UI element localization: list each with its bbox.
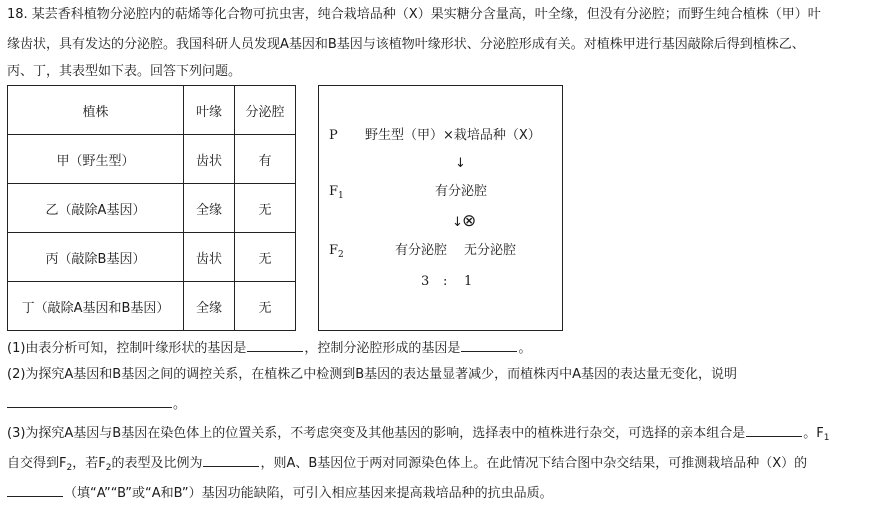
header-leaf-margin: 叶缘	[184, 86, 235, 135]
question-2: (2)为探究A基因和B基因之间的调控关系，在植株乙中检测到B基因的表达量显著减少，而植株丙中A基因的表达量无变化，说明	[7, 367, 738, 382]
table-row	[8, 135, 296, 184]
f2-phenotype-with-cavity: 有分泌腔	[395, 243, 448, 258]
question-3-line-2: 自交得到$F_2$，若$F_2$的表型及比例为 ，则A、B基因位于两对同源染色体上。在此情况下结合图中杂交结果，可推测栽培品种（X）的	[7, 456, 808, 473]
p-label: P	[329, 128, 338, 143]
answer-blank[interactable]	[746, 424, 802, 437]
cell-cavity: 无	[235, 184, 296, 233]
table-row	[8, 282, 296, 331]
cell-plant: 丙（敲除B基因）	[8, 233, 184, 282]
answer-blank[interactable]	[203, 454, 259, 467]
cell-cavity: 有	[235, 135, 296, 184]
ratio-colon: :	[443, 274, 448, 289]
ratio-value-b: 1	[464, 274, 473, 289]
cell-leaf: 全缘	[184, 184, 235, 233]
answer-blank[interactable]	[461, 339, 517, 352]
phenotype-table	[7, 85, 296, 331]
cell-plant: 甲（野生型）	[8, 135, 184, 184]
parent-cross-text: 野生型（甲）×栽培品种（X）	[365, 128, 541, 143]
f1-label: $F_1$	[329, 184, 344, 201]
intro-line-2: 缘齿状，具有发达的分泌腔。我国科研人员发现A基因和B基因与该植物叶缘形状、分泌腔形成有关。对植株甲进行基因敲除后得到植株乙、	[7, 37, 805, 52]
cell-leaf: 全缘	[184, 282, 235, 331]
table-header-row	[8, 86, 296, 135]
answer-blank[interactable]	[7, 484, 63, 497]
table-row	[8, 233, 296, 282]
cell-plant: 乙（敲除A基因）	[8, 184, 184, 233]
cell-leaf: 齿状	[184, 135, 235, 184]
cross-diagram	[318, 85, 563, 331]
answer-blank[interactable]	[7, 395, 172, 408]
cell-plant: 丁（敲除A基因和B基因）	[8, 282, 184, 331]
arrow-down-icon: ↓	[455, 156, 466, 171]
question-3-line-3: （填“A”“B”或“A和B”）基因功能缺陷，可引入相应基因来提高栽培品种的抗虫品质。	[7, 484, 553, 502]
cell-leaf: 齿状	[184, 233, 235, 282]
header-secretory-cavity: 分泌腔	[235, 86, 296, 135]
f1-phenotype: 有分泌腔	[435, 184, 488, 199]
f2-phenotype-without-cavity: 无分泌腔	[464, 243, 517, 258]
question-2-answer-line: 。	[7, 395, 186, 413]
intro-line-3: 丙、丁，其表型如下表。回答下列问题。	[7, 64, 242, 79]
f2-label: $F_2$	[329, 243, 344, 260]
selfing-icon: ⊗	[462, 211, 477, 231]
cell-cavity: 无	[235, 282, 296, 331]
answer-blank[interactable]	[247, 339, 303, 352]
intro-line-1: 18. 某芸香科植物分泌腔内的萜烯等化合物可抗虫害，纯合栽培品种（X）果实糖分含量高，叶全缘，但没有分泌腔；而野生纯合植株（甲）叶	[7, 7, 821, 22]
header-plant: 植株	[8, 86, 184, 135]
arrow-down-icon: ↓	[452, 215, 463, 230]
question-3-line-1: (3)为探究A基因与B基因在染色体上的位置关系，不考虑突变及其他基因的影响，选择表中的植株进行杂交，可选择的亲本组合是 。$F_1$	[7, 426, 830, 443]
cell-cavity: 无	[235, 233, 296, 282]
question-1: (1)由表分析可知，控制叶缘形状的基因是 ，控制分泌腔形成的基因是 。	[7, 341, 532, 356]
ratio-value-a: 3	[421, 274, 430, 289]
table-row	[8, 184, 296, 233]
